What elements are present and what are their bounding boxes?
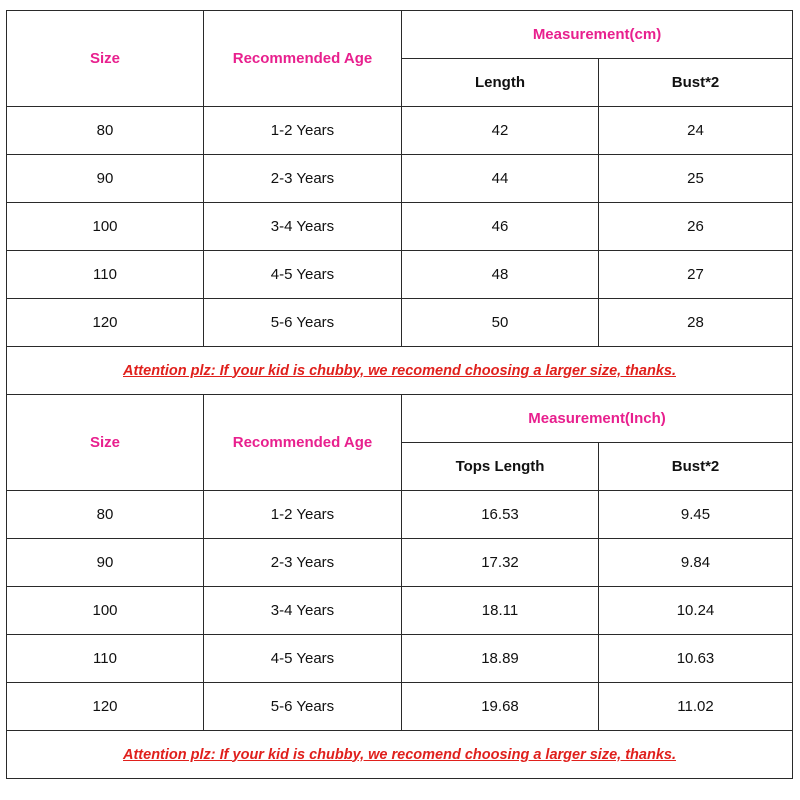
cm-notice-text: Attention plz: If your kid is chubby, we recomend choosing a larger size, thanks. bbox=[7, 347, 793, 395]
cm-size-cell: 100 bbox=[7, 203, 204, 251]
inch-header-age: Recommended Age bbox=[204, 395, 402, 491]
inch-header-measurement: Measurement(Inch) bbox=[402, 395, 793, 443]
inch-subheader-bust: Bust*2 bbox=[599, 443, 793, 491]
inch-length-cell: 18.89 bbox=[402, 635, 599, 683]
size-chart bbox=[6, 10, 792, 779]
inch-size-cell: 80 bbox=[7, 491, 204, 539]
cm-size-cell: 120 bbox=[7, 299, 204, 347]
cm-length-cell: 48 bbox=[402, 251, 599, 299]
inch-bust-cell: 9.45 bbox=[599, 491, 793, 539]
inch-age-cell: 3-4 Years bbox=[204, 587, 402, 635]
cm-bust-cell: 25 bbox=[599, 155, 793, 203]
inch-notice-text: Attention plz: If your kid is chubby, we recomend choosing a larger size, thanks. bbox=[7, 731, 793, 779]
cm-bust-cell: 26 bbox=[599, 203, 793, 251]
cm-age-cell: 3-4 Years bbox=[204, 203, 402, 251]
inch-length-cell: 16.53 bbox=[402, 491, 599, 539]
cm-age-cell: 2-3 Years bbox=[204, 155, 402, 203]
table-row bbox=[7, 635, 793, 683]
inch-size-cell: 90 bbox=[7, 539, 204, 587]
inch-subheader-length: Tops Length bbox=[402, 443, 599, 491]
cm-bust-cell: 24 bbox=[599, 107, 793, 155]
table-row bbox=[7, 683, 793, 731]
size-chart-table bbox=[6, 10, 793, 779]
cm-header-row bbox=[7, 11, 793, 59]
table-row bbox=[7, 491, 793, 539]
table-row bbox=[7, 251, 793, 299]
inch-age-cell: 5-6 Years bbox=[204, 683, 402, 731]
cm-header-size: Size bbox=[7, 11, 204, 107]
inch-age-cell: 1-2 Years bbox=[204, 491, 402, 539]
table-row bbox=[7, 203, 793, 251]
inch-bust-cell: 10.24 bbox=[599, 587, 793, 635]
inch-size-cell: 120 bbox=[7, 683, 204, 731]
cm-age-cell: 1-2 Years bbox=[204, 107, 402, 155]
cm-size-cell: 110 bbox=[7, 251, 204, 299]
inch-header-size: Size bbox=[7, 395, 204, 491]
table-row bbox=[7, 299, 793, 347]
table-row bbox=[7, 107, 793, 155]
cm-bust-cell: 27 bbox=[599, 251, 793, 299]
table-row bbox=[7, 155, 793, 203]
table-row bbox=[7, 587, 793, 635]
inch-bust-cell: 10.63 bbox=[599, 635, 793, 683]
cm-age-cell: 5-6 Years bbox=[204, 299, 402, 347]
cm-size-cell: 90 bbox=[7, 155, 204, 203]
cm-subheader-length: Length bbox=[402, 59, 599, 107]
inch-age-cell: 2-3 Years bbox=[204, 539, 402, 587]
inch-age-cell: 4-5 Years bbox=[204, 635, 402, 683]
cm-bust-cell: 28 bbox=[599, 299, 793, 347]
cm-length-cell: 46 bbox=[402, 203, 599, 251]
cm-length-cell: 42 bbox=[402, 107, 599, 155]
cm-header-age: Recommended Age bbox=[204, 11, 402, 107]
inch-size-cell: 100 bbox=[7, 587, 204, 635]
cm-header-measurement: Measurement(cm) bbox=[402, 11, 793, 59]
inch-length-cell: 17.32 bbox=[402, 539, 599, 587]
inch-header-row bbox=[7, 395, 793, 443]
cm-length-cell: 50 bbox=[402, 299, 599, 347]
cm-subheader-bust: Bust*2 bbox=[599, 59, 793, 107]
cm-age-cell: 4-5 Years bbox=[204, 251, 402, 299]
inch-length-cell: 19.68 bbox=[402, 683, 599, 731]
inch-length-cell: 18.11 bbox=[402, 587, 599, 635]
inch-size-cell: 110 bbox=[7, 635, 204, 683]
table-row bbox=[7, 539, 793, 587]
inch-bust-cell: 11.02 bbox=[599, 683, 793, 731]
inch-notice-row bbox=[7, 731, 793, 779]
cm-length-cell: 44 bbox=[402, 155, 599, 203]
inch-bust-cell: 9.84 bbox=[599, 539, 793, 587]
cm-size-cell: 80 bbox=[7, 107, 204, 155]
cm-notice-row bbox=[7, 347, 793, 395]
